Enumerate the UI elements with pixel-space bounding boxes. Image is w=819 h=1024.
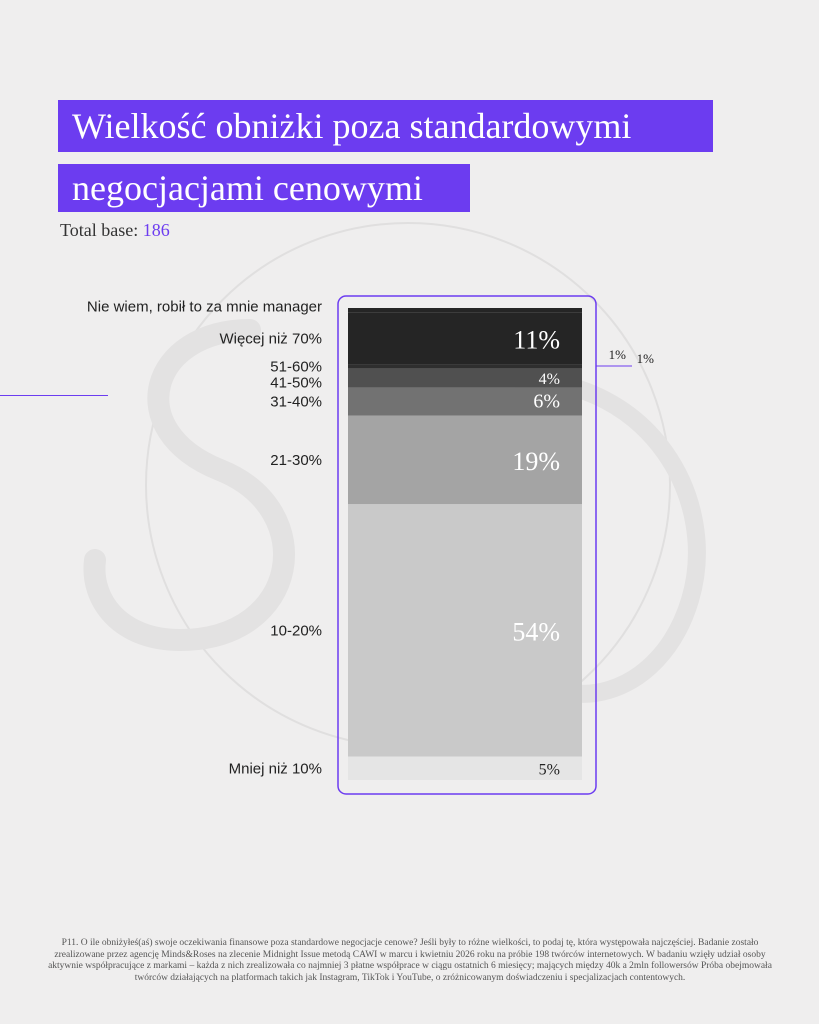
category-label: 41-50% [270, 374, 322, 392]
value-label: 6% [533, 390, 560, 413]
value-label: 5% [538, 761, 560, 779]
category-label: Mniej niż 10% [228, 760, 322, 778]
bar-segment-51-60 [348, 364, 582, 369]
value-label: 1% [608, 347, 626, 362]
value-label: 19% [512, 446, 560, 476]
total-base-label: Total base: [60, 220, 139, 240]
category-label: 31-40% [270, 393, 322, 411]
category-label: 51-60% [270, 358, 322, 376]
chart-title-line-2: negocjacjami cenowymi [58, 164, 470, 212]
value-label: 4% [538, 371, 560, 389]
value-label: 54% [512, 617, 560, 647]
total-base-value: 186 [142, 220, 170, 240]
category-label: Nie wiem, robił to za mnie manager [86, 298, 322, 316]
category-label: 10-20% [270, 622, 322, 640]
category-label: 21-30% [270, 451, 322, 469]
bar-segment-nie-wiem-robi-to-za-mnie-manager [348, 308, 582, 313]
chart-title-line-1: Wielkość obniżki poza standardowymi [58, 100, 713, 152]
value-label: 1% [636, 351, 654, 366]
value-label: 11% [513, 325, 560, 355]
footnote: P11. O ile obniżyłeś(aś) swoje oczekiwania finansowe poza standardowe negocjacje cenowe? Jeśli były to różne wielkości, to podaj tę, która występowała najczęściej. Badanie zostało zrealizowane przez agencję Minds&Roses na zlecenie Midnight Issue metodą CAWI w marcu i kwietniu 2026 roku na próbie 198 twórców internetowych. W badaniu wzięły udział osoby aktywnie współpracujące z markami – każda z nich zrealizowała co najmniej 3 płatne współprace w ciągu ostatnich 6 miesięcy; mających między 40k a 2mln followersów Próba obejmowała twórców działających na platformach takich jak Instagram, TikTok i YouTube, o zróżnicowanym doświadczeniu i specjalizacjach contentowych. [48, 938, 772, 983]
category-label: Więcej niż 70% [219, 330, 322, 348]
